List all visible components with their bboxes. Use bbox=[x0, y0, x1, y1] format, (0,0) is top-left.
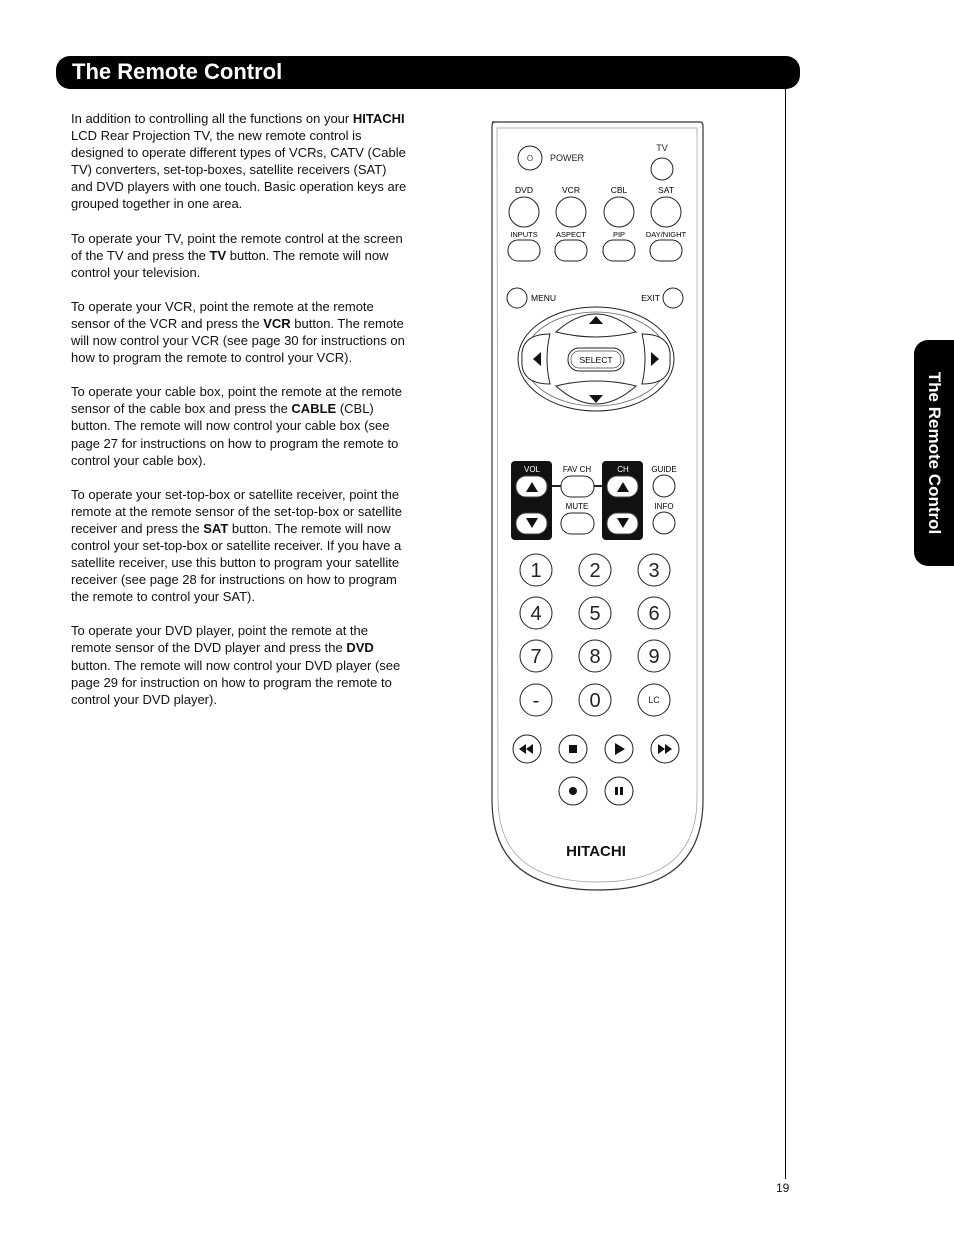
body-text bbox=[71, 110, 411, 725]
sat-label: SAT bbox=[658, 185, 674, 195]
tv-label: TV bbox=[656, 143, 668, 153]
digit-label: 8 bbox=[589, 646, 601, 668]
fav-ch-button[interactable] bbox=[561, 476, 594, 497]
pip-label: PIP bbox=[612, 230, 626, 239]
pause-icon bbox=[615, 787, 618, 795]
pip-button[interactable] bbox=[603, 240, 635, 261]
digit-label: 9 bbox=[648, 646, 660, 668]
paragraph: To operate your cable box, point the remote at the remote sensor of the cable box and press the CABLE (CBL) button. The remote will now control your cable box (see page 27 for instructions on how to program the remote to control your cable box). bbox=[71, 384, 402, 468]
paragraph: In addition to controlling all the functions on your HITACHI LCD Rear Projection TV, the new remote control is designed to operate different types of VCRs, CATV (Cable TV) converters, set-top-boxes, satellite receivers (SAT) and DVD players with one touch. Basic operation keys are grouped together in one area. bbox=[71, 111, 407, 212]
digit-label: 2 bbox=[589, 560, 601, 582]
exit-label: EXIT bbox=[641, 293, 660, 303]
exit-button[interactable] bbox=[663, 288, 683, 308]
menu-label: MENU bbox=[531, 293, 557, 303]
record-icon bbox=[569, 787, 577, 795]
pause-button[interactable] bbox=[605, 777, 633, 805]
ch-label: CH bbox=[617, 465, 629, 474]
digit-label: 7 bbox=[530, 646, 542, 668]
digit-label: - bbox=[532, 690, 540, 712]
stop-icon bbox=[569, 745, 577, 753]
margin-rule bbox=[785, 89, 786, 1179]
cbl-button[interactable] bbox=[604, 197, 634, 227]
vol-label: VOL bbox=[523, 465, 541, 474]
aspect-button[interactable] bbox=[555, 240, 587, 261]
digit-label: 6 bbox=[648, 603, 660, 625]
dvd-button[interactable] bbox=[509, 197, 539, 227]
tv-button[interactable] bbox=[651, 158, 673, 180]
paragraph: To operate your set-top-box or satellite receiver, point the remote at the remote sensor of the set-top-box or satellite receiver and press the SAT button. The remote will now control your set-top-box or satellite receiver. If you have a satellite receiver, use this button to program your satellite receiver (see page 28 for instructions on how to program the remote to control your SAT). bbox=[71, 486, 402, 605]
digit-label: 1 bbox=[530, 560, 542, 582]
dvd-label: DVD bbox=[515, 185, 533, 195]
mute-button[interactable] bbox=[561, 513, 594, 534]
page-number: 19 bbox=[776, 1181, 790, 1195]
paragraph: To operate your VCR, point the remote at the remote sensor of the VCR and press the VCR button. The remote will now control your VCR (see page 30 for instructions on how to program the remote to control your VCR). bbox=[71, 298, 405, 366]
select-label: SELECT bbox=[579, 355, 613, 365]
info-button[interactable] bbox=[653, 512, 675, 534]
daynight-button[interactable] bbox=[650, 240, 682, 261]
paragraph: To operate your TV, point the remote control at the screen of the TV and press the TV button. The remote will now control your television. bbox=[71, 230, 403, 280]
guide-label: GUIDE bbox=[651, 465, 677, 474]
side-tab-label: The Remote Control bbox=[925, 371, 944, 535]
daynight-label: DAY/NIGHT bbox=[645, 230, 687, 239]
digit-label: LC bbox=[648, 695, 660, 705]
digit-label: 4 bbox=[530, 603, 542, 625]
vcr-label: VCR bbox=[562, 185, 580, 195]
menu-button[interactable] bbox=[507, 288, 527, 308]
cbl-label: CBL bbox=[610, 185, 628, 195]
remote-control-illustration bbox=[480, 110, 720, 900]
brand-logo: HITACHI bbox=[566, 843, 626, 860]
page-title: The Remote Control bbox=[72, 59, 283, 84]
vcr-button[interactable] bbox=[556, 197, 586, 227]
guide-button[interactable] bbox=[653, 475, 675, 497]
aspect-label: ASPECT bbox=[555, 230, 587, 239]
digit-label: 5 bbox=[589, 603, 601, 625]
digit-label: 3 bbox=[648, 560, 660, 582]
paragraph: To operate your DVD player, point the remote at the remote sensor of the DVD player and press the DVD button. The remote will now control your DVD player (see page 29 for instruction on how to program the remote to control your DVD player). bbox=[71, 623, 401, 707]
power-label: POWER bbox=[550, 153, 585, 163]
mute-label: MUTE bbox=[565, 502, 589, 511]
sat-button[interactable] bbox=[651, 197, 681, 227]
digit-label: 0 bbox=[589, 690, 601, 712]
page-title-bar bbox=[56, 56, 800, 89]
inputs-button[interactable] bbox=[508, 240, 540, 261]
inputs-label: INPUTS bbox=[510, 230, 538, 239]
info-label: INFO bbox=[654, 502, 674, 511]
section-side-tab bbox=[914, 340, 954, 566]
fav-ch-label: FAV CH bbox=[562, 465, 592, 474]
svg-text:O: O bbox=[526, 154, 534, 163]
